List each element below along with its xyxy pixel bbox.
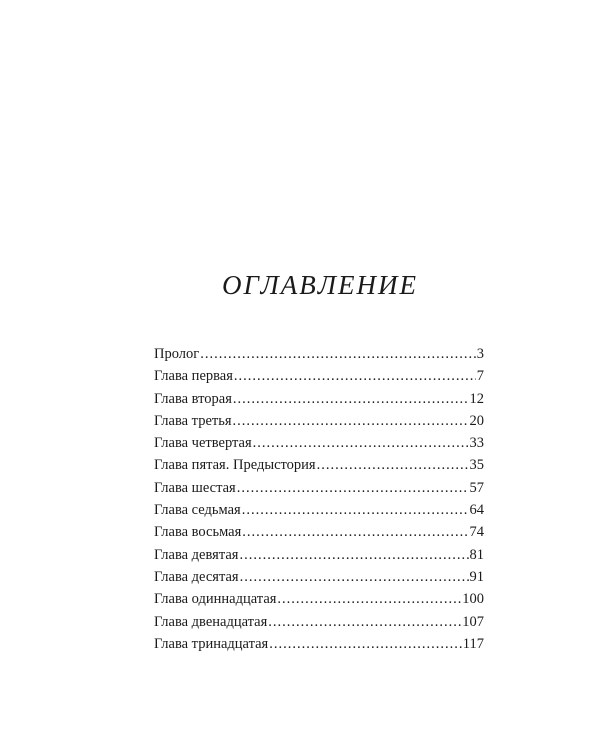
toc-entry-label: Глава девятая: [154, 546, 239, 563]
toc-entry-page: 35: [469, 457, 484, 474]
toc-entry-label: Пролог: [154, 346, 200, 362]
toc-leader-dots: [317, 454, 469, 476]
toc-entry-label: Глава первая: [154, 368, 233, 385]
toc-leader-dots: [242, 521, 468, 543]
toc-leader-dots: [237, 477, 469, 499]
toc-entry-label: Глава одиннадцатая: [154, 591, 277, 608]
toc-entry-label: Глава двенадцатая: [154, 613, 268, 630]
toc-entry: [154, 454, 484, 476]
toc-leader-dots: [239, 544, 468, 566]
toc-entry-label: Глава пятая. Предыстория: [154, 457, 316, 474]
toc-entry-label: Глава вторая: [154, 390, 232, 407]
toc-entry-page: 81: [469, 546, 484, 563]
toc-entry-label: Глава восьмая: [154, 524, 242, 541]
toc-entry-page: 7: [476, 368, 484, 385]
toc-entry-label: Глава шестая: [154, 479, 236, 496]
toc-leader-dots: [269, 633, 462, 655]
toc-leader-dots: [234, 365, 476, 387]
toc-entry: [154, 388, 484, 410]
toc-entry: [154, 588, 484, 610]
toc-leader-dots: [253, 432, 469, 454]
toc-entry-page: 57: [469, 479, 484, 496]
toc-entry-label: Глава четвертая: [154, 435, 252, 452]
table-of-contents: [154, 343, 484, 655]
toc-entry: [154, 343, 484, 365]
toc-entry-page: 64: [469, 502, 484, 519]
toc-entry-page: 117: [462, 635, 484, 652]
page-title: ОГЛАВЛЕНИЕ: [221, 270, 419, 300]
toc-entry-label: Глава десятая: [154, 568, 239, 585]
toc-leader-dots: [277, 588, 461, 610]
toc-entry: [154, 611, 484, 633]
toc-entry-page: 74: [469, 524, 484, 541]
toc-entry: [154, 365, 484, 387]
toc-entry-page: 20: [469, 412, 484, 429]
toc-entry-page: 33: [469, 435, 484, 452]
toc-entry: [154, 521, 484, 543]
toc-entry-page: 107: [462, 613, 484, 630]
toc-entry: [154, 566, 484, 588]
toc-entry: [154, 499, 484, 521]
toc-leader-dots: [268, 611, 461, 633]
toc-leader-dots: [242, 499, 469, 521]
toc-leader-dots: [233, 388, 469, 410]
toc-entry: [154, 544, 484, 566]
toc-entry-page: 100: [462, 591, 484, 608]
toc-entry: [154, 633, 484, 655]
toc-entry: [154, 477, 484, 499]
toc-entry-label: Глава седьмая: [154, 502, 241, 519]
toc-entry: [154, 432, 484, 454]
toc-entry-page: 91: [469, 568, 484, 585]
toc-entry-label: Глава тринадцатая: [154, 635, 269, 652]
toc-entry-label: Глава третья: [154, 412, 232, 429]
toc-leader-dots: [200, 343, 476, 365]
toc-entry-page: 3: [476, 346, 484, 362]
toc-leader-dots: [233, 410, 469, 432]
toc-leader-dots: [240, 566, 469, 588]
toc-entry-page: 12: [469, 390, 484, 407]
toc-entry: [154, 410, 484, 432]
